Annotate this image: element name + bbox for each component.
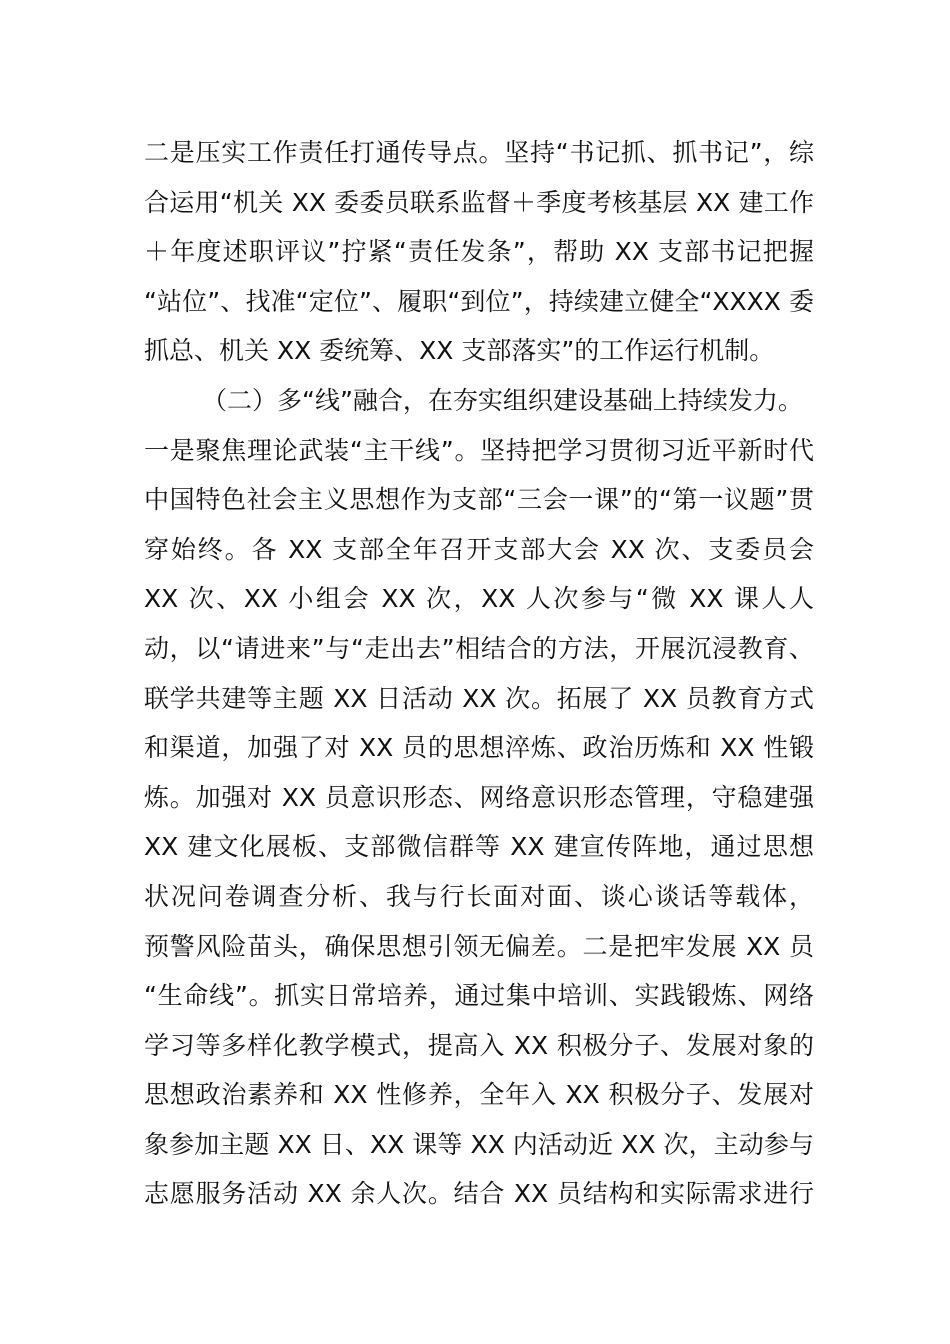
text-line: 合运用“机关 XX 委委员联系监督＋季度考核基层 XX 建工作 [144,187,814,217]
text-line: 抓总、机关 XX 委统筹、XX 支部落实”的工作运行机制。 [144,336,775,366]
text-line: XX 建文化展板、支部微信群等 XX 建宣传阵地，通过思想 [144,832,814,862]
text-line: 预警风险苗头，确保思想引领无偏差。二是把牢发展 XX 员 [144,931,814,961]
body-text [144,128,814,1219]
text-line: 一是聚焦理论武装“主干线”。坚持把学习贯彻习近平新时代 [144,435,814,465]
text-line: XX 次、XX 小组会 XX 次，XX 人次参与“微 XX 课人人 [144,584,814,614]
text-line: 中国特色社会主义思想作为支部“三会一课”的“第一议题”贯 [144,485,814,515]
text-line: 动，以“请进来”与“走出去”相结合的方法，开展沉浸教育、 [144,633,814,663]
text-line: 象参加主题 XX 日、XX 课等 XX 内活动近 XX 次，主动参与 [144,1129,814,1159]
text-line: 穿始终。各 XX 支部全年召开支部大会 XX 次、支委员会 [144,534,814,564]
text-line: 思想政治素养和 XX 性修养，全年入 XX 积极分子、发展对 [144,1080,814,1110]
text-line: 联学共建等主题 XX 日活动 XX 次。拓展了 XX 员教育方式 [144,683,814,713]
section-heading: （二）多“线”融合，在夯实组织建设基础上持续发力。 [202,385,803,415]
text-line: 学习等多样化教学模式，提高入 XX 积极分子、发展对象的 [144,1030,814,1060]
text-line: “生命线”。抓实日常培养，通过集中培训、实践锻炼、网络 [144,981,814,1011]
text-line: 状况问卷调查分析、我与行长面对面、谈心谈话等载体， [144,881,814,911]
text-line: “站位”、找准“定位”、履职“到位”，持续建立健全“XXXX 委 [144,286,814,316]
text-line: 二是压实工作责任打通传导点。坚持“书记抓、抓书记”，综 [144,138,814,167]
text-line: 和渠道，加强了对 XX 员的思想淬炼、政治历炼和 XX 性锻 [144,733,814,763]
text-line: 炼。加强对 XX 员意识形态、网络意识形态管理，守稳建强 [144,782,814,812]
text-line: 志愿服务活动 XX 余人次。结合 XX 员结构和实际需求进行 [144,1179,814,1209]
text-line: ＋年度述职评议”拧紧“责任发条”，帮助 XX 支部书记把握 [144,237,814,267]
